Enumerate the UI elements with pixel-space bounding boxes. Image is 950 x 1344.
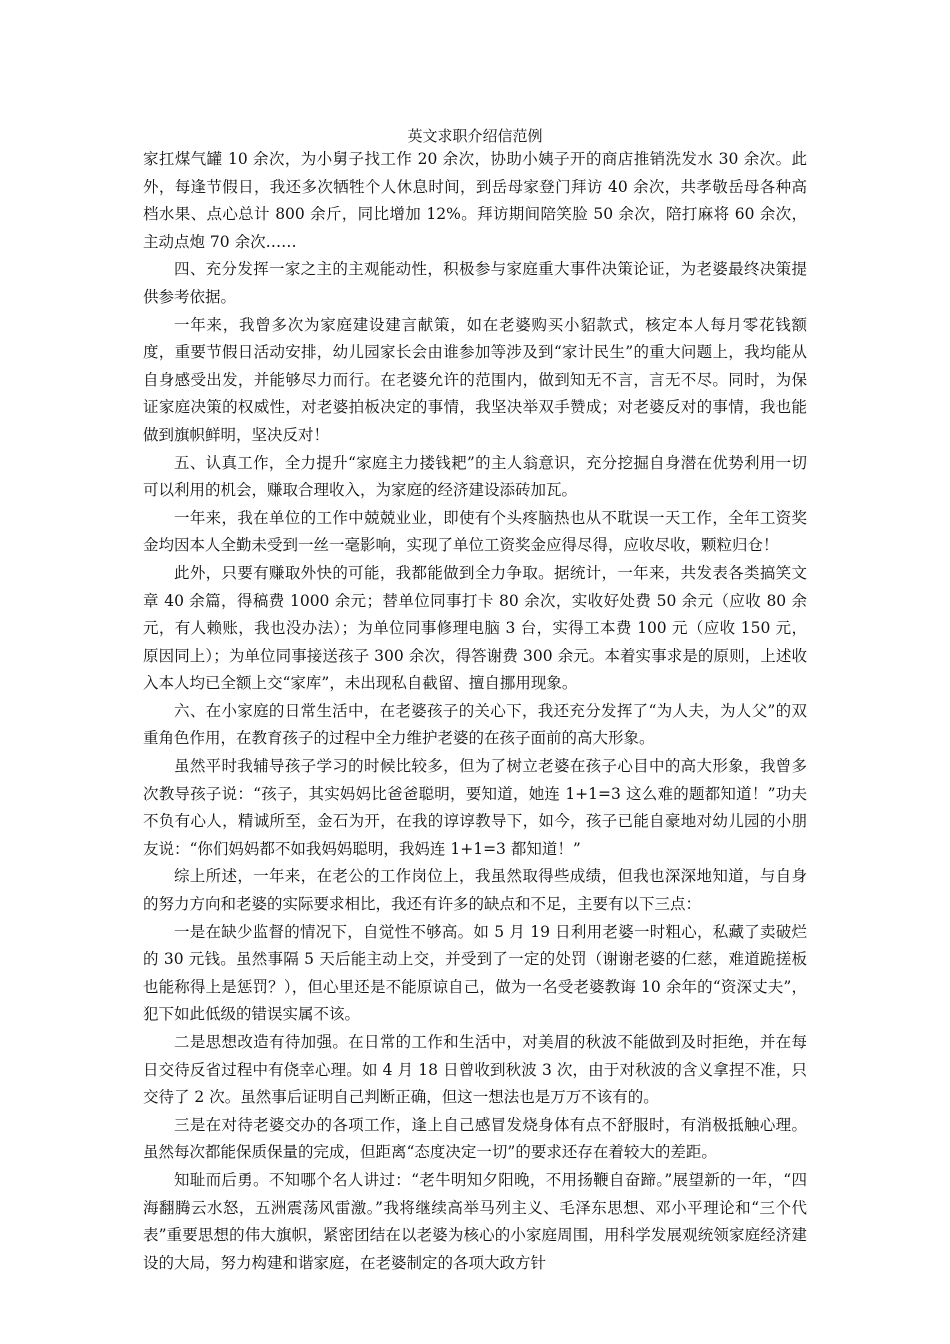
document-title: 英文求职介绍信范例	[407, 127, 543, 145]
paragraph: 一年来，我曾多次为家庭建设建言献策，如在老婆购买小貂款式，核定本人每月零花钱额度，重要节假日活动安排，幼儿园家长会由谁参加等涉及到“家计民生”的重大问题上，我均能从自身感受出发，并能够尽力而行。在老婆允许的范围内，做到知无不言，言无不尽。同时，为保证家庭决策的权威性，对老婆拍板决定的事情，我坚决举双手赞成；对老婆反对的事情，我也能做到旗帜鲜明，坚决反对！	[143, 315, 807, 444]
paragraph: 二是思想改造有待加强。在日常的工作和生活中，对美眉的秋波不能做到及时拒绝，并在每日交待反省过程中有侥幸心理。如 4 月 18 日曾收到秋波 3 次，由于对秋波的含义拿捏不准，只交待了 2 次。虽然事后证明自己判断正确，但这一想法也是万万不该有的。	[143, 1033, 807, 1107]
paragraph: 一年来，我在单位的工作中兢兢业业，即使有个头疼脑热也从不耽误一天工作，全年工资奖金均因本人全勤未受到一丝一毫影响，实现了单位工资奖金应得尽得，应收尽收，颗粒归仓！	[143, 508, 807, 555]
paragraph: 家扛煤气罐 10 余次，为小舅子找工作 20 余次，协助小姨子开的商店推销洗发水 30 余次。此外，每逢节假日，我还多次牺牲个人休息时间，到岳母家登门拜访 40 余次，共孝敬岳母各种高档水果、点心总计 800 余斤，同比增加 12%。拜访期间陪笑脸 50 余次，陪打麻将 60 余次，主动点炮 70 余次……	[143, 150, 807, 251]
document-body	[143, 146, 807, 1277]
paragraph: 五、认真工作，全力提升“家庭主力搂钱耙”的主人翁意识，充分挖掘自身潜在优势利用一切可以利用的机会，赚取合理收入，为家庭的经济建设添砖加瓦。	[143, 453, 807, 500]
paragraph: 四、充分发挥一家之主的主观能动性，积极参与家庭重大事件决策论证，为老婆最终决策提供参考依据。	[143, 260, 807, 306]
paragraph: 知耻而后勇。不知哪个名人讲过：“老牛明知夕阳晚，不用扬鞭自奋蹄。”展望新的一年，“四海翻腾云水怒，五洲震荡风雷激。”我将继续高举马列主义、毛泽东思想、邓小平理论和“三个代表”重要思想的伟大旗帜，紧密团结在以老婆为核心的小家庭周围，用科学发展观统领家庭经济建设的大局，努力构建和谐家庭，在老婆制定的各项大政方针	[143, 1170, 807, 1272]
paragraph: 虽然平时我辅导孩子学习的时候比较多，但为了树立老婆在孩子心目中的高大形象，我曾多次教导孩子说：“孩子，其实妈妈比爸爸聪明，要知道，她连 1+1=3 这么难的题都知道！”功夫不负有心人，精诚所至，金石为开，在我的谆谆教导下，如今，孩子已能自豪地对幼儿园的小朋友说：“你们妈妈都不如我妈妈聪明，我妈连 1+1=3 都知道！”	[143, 757, 807, 858]
paragraph: 六、在小家庭的日常生活中，在老婆孩子的关心下，我还充分发挥了“为人夫，为人父”的双重角色作用，在教育孩子的过程中全力维护老婆的在孩子面前的高大形象。	[143, 701, 807, 748]
paragraph: 综上所述，一年来，在老公的工作岗位上，我虽然取得些成绩，但我也深深地知道，与自身的努力方向和老婆的实际要求相比，我还有许多的缺点和不足，主要有以下三点：	[143, 867, 807, 914]
paragraph: 此外，只要有赚取外快的可能，我都能做到全力争取。据统计，一年来，共发表各类搞笑文章 40 余篇，得稿费 1000 余元；替单位同事打卡 80 余次，实收好处费 50 余元（应收 80 余元，有人赖账，我也没办法）；为单位同事修理电脑 3 台，实得工本费 100 元（应收 150 元，原因同上）；为单位同事接送孩子 300 余次，得答谢费 300 余元。本着实事求是的原则，上述收入本人均已全额上交“家库”，未出现私自截留、擅自挪用现象。	[143, 563, 807, 693]
paragraph: 三是在对待老婆交办的各项工作，逢上自己感冒发烧身体有点不舒服时，有消极抵触心理。虽然每次都能保质保量的完成，但距离“态度决定一切”的要求还存在着较大的差距。	[143, 1115, 807, 1162]
paragraph: 一是在缺少监督的情况下，自觉性不够高。如 5 月 19 日利用老婆一时粗心，私藏了卖破烂的 30 元钱。虽然事隔 5 天后能主动上交，并受到了一定的处罚（谢谢老婆的仁慈，难道跪搓板也能称得上是惩罚？），但心里还是不能原谅自己，做为一名受老婆教诲 10 余年的“资深丈夫”，犯下如此低级的错误实属不该。	[143, 922, 807, 1024]
